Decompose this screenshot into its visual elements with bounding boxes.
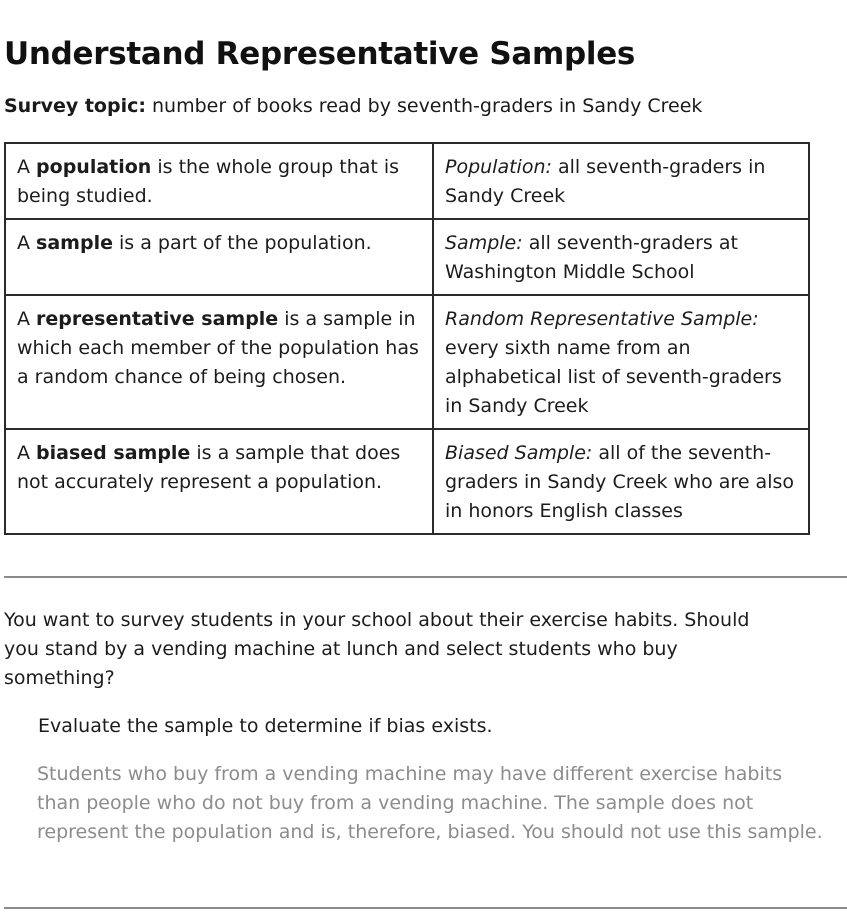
definition-cell: A representative sample is a sample in which each member of the population has a random chance of being chosen. xyxy=(5,295,433,429)
term: sample xyxy=(36,232,113,254)
example-cell: Random Representative Sample: every sixth name from an alphabetical list of seventh-graders in Sandy Creek xyxy=(433,295,809,429)
survey-topic-text: number of books read by seventh-graders in Sandy Creek xyxy=(145,95,703,117)
divider xyxy=(4,907,847,909)
definition-cell: A population is the whole group that is being studied. xyxy=(5,143,433,219)
table-row xyxy=(5,295,809,429)
example-label: Biased Sample: xyxy=(445,442,593,464)
example-cell: Sample: all seventh-graders at Washington Middle School xyxy=(433,219,809,295)
term: biased sample xyxy=(36,442,191,464)
instruction-text: Evaluate the sample to determine if bias exists. xyxy=(38,715,493,737)
definitions-table xyxy=(4,142,810,535)
table-row xyxy=(5,143,809,219)
term: representative sample xyxy=(36,308,279,330)
example-label: Sample: xyxy=(445,232,523,254)
term: population xyxy=(36,156,152,178)
survey-topic-label: Survey topic: xyxy=(4,95,146,117)
question-text: You want to survey students in your school about their exercise habits. Should you stand by a vending machine at lunch and select students who buy something? xyxy=(4,609,750,689)
answer-text: Students who buy from a vending machine may have different exercise habits than people who do not buy from a vending machine. The sample does not represent the population and is, therefore, biased. You should not use this sample. xyxy=(37,763,823,843)
definition-cell: A biased sample is a sample that does not accurately represent a population. xyxy=(5,429,433,534)
survey-topic xyxy=(4,95,702,117)
example-cell: Biased Sample: all of the seventh-graders in Sandy Creek who are also in honors English classes xyxy=(433,429,809,534)
table-row xyxy=(5,429,809,534)
definition-cell: A sample is a part of the population. xyxy=(5,219,433,295)
table-row xyxy=(5,219,809,295)
divider xyxy=(4,576,847,578)
example-label: Population: xyxy=(445,156,552,178)
example-label: Random Representative Sample: xyxy=(445,308,759,330)
page-title: Understand Representative Samples xyxy=(4,36,636,72)
example-cell: Population: all seventh-graders in Sandy Creek xyxy=(433,143,809,219)
